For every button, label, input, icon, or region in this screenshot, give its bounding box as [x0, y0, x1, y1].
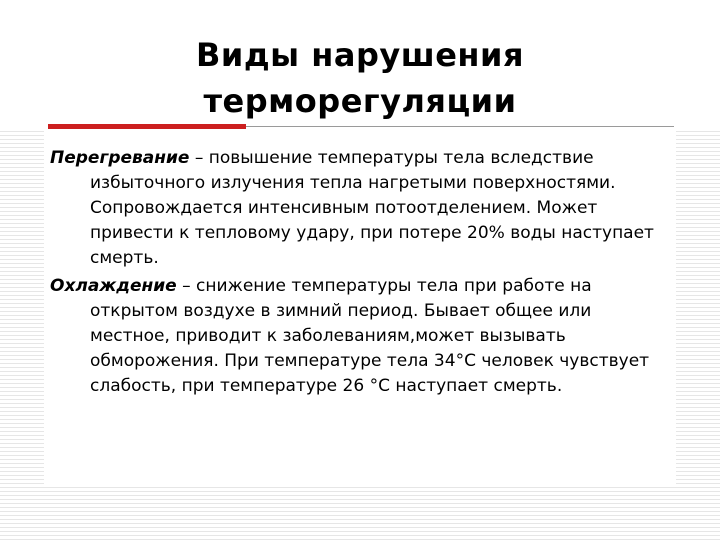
title-line-2: терморегуляции — [203, 82, 517, 120]
slide-title — [0, 32, 720, 124]
term-cooling: Охлаждение — [50, 276, 177, 296]
term-overheating: Перегревание — [50, 148, 190, 168]
paragraph-cooling — [50, 274, 676, 399]
slide-body — [50, 146, 676, 402]
definition-overheating: – повышение температуры тела вследствие избыточного излучения тепла нагретыми поверхностями. Сопровождается интенсивным потоотделением. Может привести к тепловому удару, при потере 20% воды наступает смерть. — [90, 148, 654, 268]
definition-cooling: – снижение температуры тела при работе на открытом воздухе в зимний период. Бывает общее или местное, приводит к заболеваниям,может вызывать обморожения. При температуре тела 34°С человек чувствует слабость, при температуре 26 °С наступает смерть. — [90, 276, 650, 396]
title-accent-red-rule — [48, 124, 246, 129]
title-line-1: Виды нарушения — [196, 36, 524, 74]
paragraph-overheating — [50, 146, 676, 271]
title-gray-rule — [246, 126, 674, 127]
